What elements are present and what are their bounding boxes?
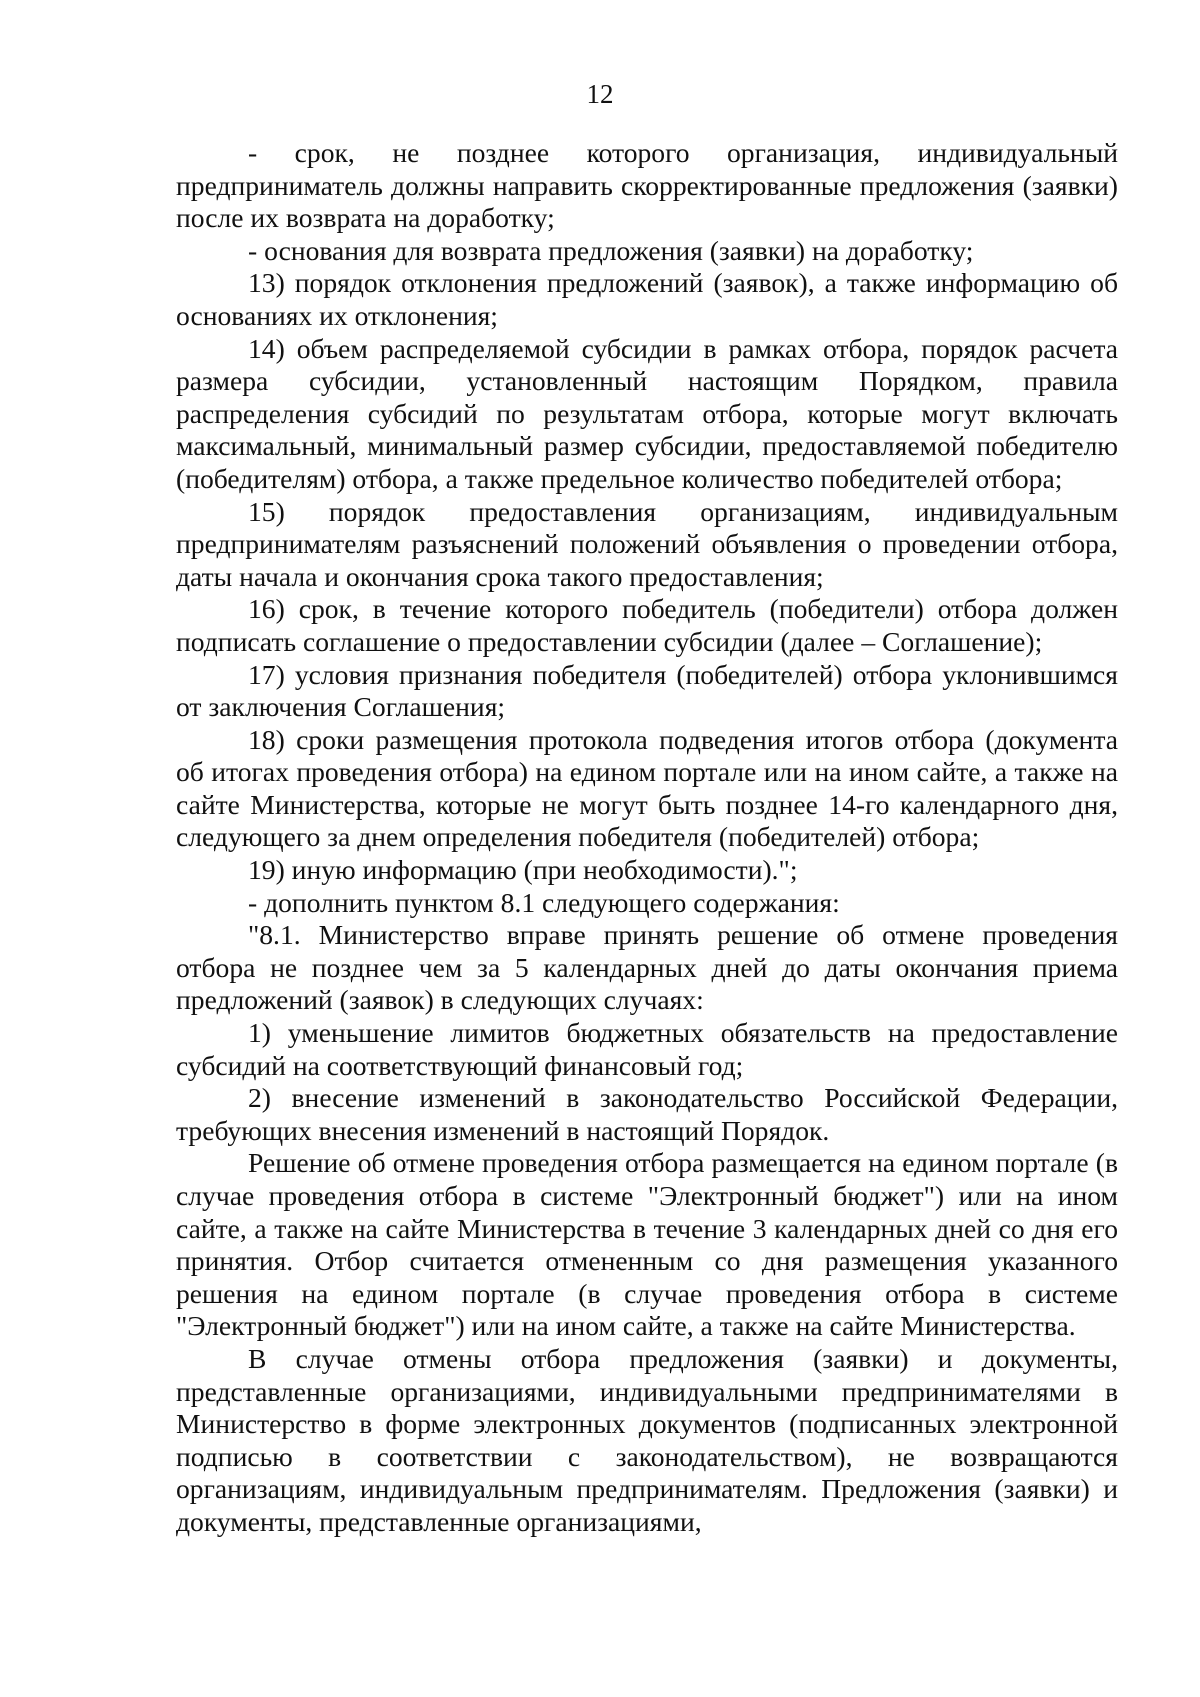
paragraph: Решение об отмене проведения отбора размещается на едином портале (в случае проведения отбора в системе "Электронный бюджет") или на ином сайте, а также на сайте Министерства в течение 3 календарных дней со дня его принятия. Отбор считается отмененным со дня размещения указанного решения на едином портале (в случае проведения отбора в системе "Электронный бюджет") или на ином сайте, а также на сайте Министерства. xyxy=(176,1147,1118,1342)
paragraph: - основания для возврата предложения (заявки) на доработку; xyxy=(248,234,974,266)
page-number: 12 xyxy=(586,79,614,109)
paragraph: 18) сроки размещения протокола подведения итогов отбора (документа об итогах проведения отбора) на едином портале или на ином сайте, а также на сайте Министерства, которые не могут быть позднее 14-го календарного дня, следующего за днем определения победителя (победителей) отбора; xyxy=(176,723,1118,853)
paragraph: В случае отмены отбора предложения (заявки) и документы, представленные организациями, индивидуальными предпринимателями в Министерство в форме электронных документов (подписанных электронной подписью в соответствии с законодательством), не возвращаются организациям, индивидуальным предпринимателям. Предложения (заявки) и документы, представленные организациями, xyxy=(176,1342,1118,1537)
paragraph: 15) порядок предоставления организациям, индивидуальным предпринимателям разъяснений положений объявления о проведении отбора, даты начала и окончания срока такого предоставления; xyxy=(176,495,1118,592)
paragraph: 13) порядок отклонения предложений (заявок), а также информацию об основаниях их отклонения; xyxy=(176,267,1118,331)
paragraph: 2) внесение изменений в законодательство Российской Федерации, требующих внесения изменений в настоящий Порядок. xyxy=(176,1082,1118,1146)
paragraph: "8.1. Министерство вправе принять решение об отмене проведения отбора не позднее чем за 5 календарных дней до даты окончания приема предложений (заявок) в следующих случаях: xyxy=(176,919,1118,1016)
paragraph: 1) уменьшение лимитов бюджетных обязательств на предоставление субсидий на соответствующий финансовый год; xyxy=(176,1017,1118,1081)
paragraph: - дополнить пунктом 8.1 следующего содержания: xyxy=(248,886,840,918)
paragraph: 19) иную информацию (при необходимости)."; xyxy=(248,854,798,886)
paragraph: 17) условия признания победителя (победителей) отбора уклонившимся от заключения Соглашения; xyxy=(176,658,1118,723)
paragraph: 14) объем распределяемой субсидии в рамках отбора, порядок расчета размера субсидии, установленный настоящим Порядком, правила распределения субсидий по результатам отбора, которые могут включать максимальный, минимальный размер субсидии, предоставляемой победителю (победителям) отбора, а также предельное количество победителей отбора; xyxy=(176,332,1118,494)
paragraph: 16) срок, в течение которого победитель (победители) отбора должен подписать соглашение о предоставлении субсидии (далее – Соглашение); xyxy=(176,593,1118,657)
paragraph: - срок, не позднее которого организация, индивидуальный предприниматель должны направить скорректированные предложения (заявки) после их возврата на доработку; xyxy=(176,137,1118,234)
document-body xyxy=(176,137,1118,1539)
